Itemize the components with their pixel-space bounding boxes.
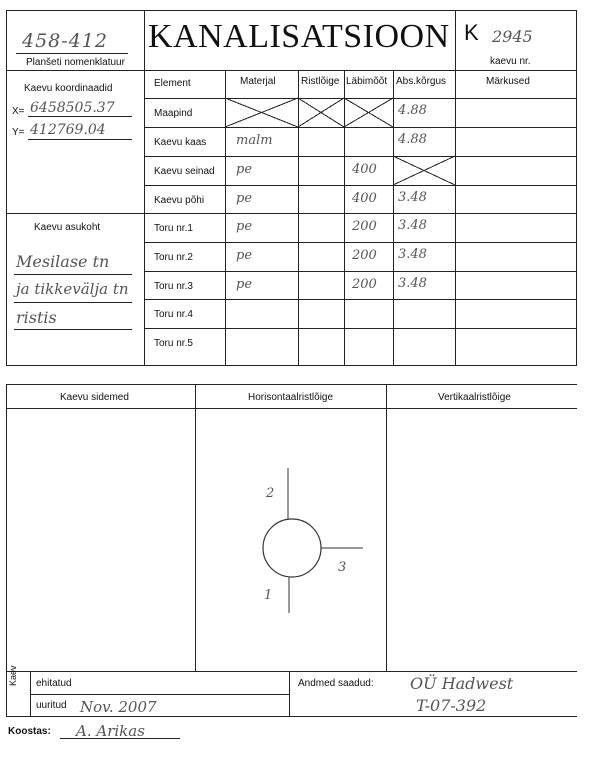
built-label: ehitatud (36, 678, 72, 689)
section-connections-label: Kaevu sidemed (60, 392, 129, 403)
pipe-label-3: 3 (338, 560, 347, 575)
col-header-diameter: Läbimõõt (346, 76, 388, 87)
col-header-abs-height: Abs.kõrgus (396, 76, 447, 87)
row-diameter: 200 (352, 219, 377, 234)
row-element: Toru nr.2 (154, 252, 193, 263)
location-line-3: ristis (16, 308, 57, 327)
pipe-label-2: 2 (266, 486, 275, 501)
col-header-notes: Märkused (486, 76, 530, 87)
location-line-1: Mesilase tn (16, 252, 110, 271)
row-abs-height: 3.48 (398, 247, 427, 262)
col-header-material: Materjal (240, 76, 276, 87)
page-title: KANALISATSIOON (148, 18, 450, 55)
kaev-label: Kaev (8, 665, 18, 686)
pipe-label-1: 1 (264, 588, 273, 603)
surveyed-value: Nov. 2007 (80, 698, 157, 716)
row-material: pe (236, 162, 253, 177)
well-number-label: kaevu nr. (490, 56, 531, 67)
row-diameter: 200 (352, 248, 377, 263)
row-material: pe (236, 277, 253, 292)
row-abs-height: 3.48 (398, 276, 427, 291)
well-number: 2945 (492, 27, 533, 46)
row-element: Maapind (154, 108, 193, 119)
location-label: Kaevu asukoht (34, 222, 101, 233)
row-diameter: 400 (352, 191, 377, 206)
compiled-value: A. Arikas (76, 722, 145, 740)
row-diameter: 400 (352, 162, 377, 177)
col-header-element: Element (154, 78, 191, 89)
data-source-company: OÜ Hadwest (410, 674, 514, 693)
compiled-label: Koostas: (8, 726, 51, 737)
x-prefix: X= (12, 106, 25, 117)
y-prefix: Y= (12, 127, 25, 138)
row-material: pe (236, 248, 253, 263)
row-diameter: 200 (352, 277, 377, 292)
row-element: Kaevu kaas (154, 137, 207, 148)
row-element: Toru nr.4 (154, 309, 193, 320)
well-circle (263, 519, 321, 577)
x-coordinate: 6458505.37 (30, 100, 115, 116)
section-vertical-label: Vertikaalristlõige (438, 392, 511, 403)
row-material: malm (236, 133, 273, 148)
y-coordinate: 412769.04 (30, 122, 106, 138)
k-letter: K (464, 20, 479, 45)
row-abs-height: 3.48 (398, 190, 427, 205)
row-abs-height: 3.48 (398, 218, 427, 233)
col-header-cross-section: Ristlõige (301, 76, 340, 87)
row-material: pe (236, 219, 253, 234)
sheet-label: Planšeti nomenklatuur (26, 57, 125, 68)
row-element: Toru nr.1 (154, 223, 193, 234)
horizontal-cross-section-drawing (195, 408, 386, 672)
coordinates-label: Kaevu koordinaadid (24, 83, 113, 94)
row-element: Kaevu põhi (154, 195, 205, 206)
surveyed-label: uuritud (36, 700, 67, 711)
row-material: pe (236, 191, 253, 206)
location-line-2: ja tikkevälja tn (16, 280, 129, 298)
row-element: Kaevu seinad (154, 166, 215, 177)
row-element: Toru nr.5 (154, 338, 193, 349)
row-abs-height: 4.88 (398, 103, 427, 118)
data-source-code: T-07-392 (416, 696, 487, 715)
sheet-number: 458-412 (22, 30, 108, 52)
row-element: Toru nr.3 (154, 281, 193, 292)
row-abs-height: 4.88 (398, 132, 427, 147)
section-horizontal-label: Horisontaalristlõige (248, 392, 334, 403)
data-source-label: Andmed saadud: (298, 678, 374, 689)
